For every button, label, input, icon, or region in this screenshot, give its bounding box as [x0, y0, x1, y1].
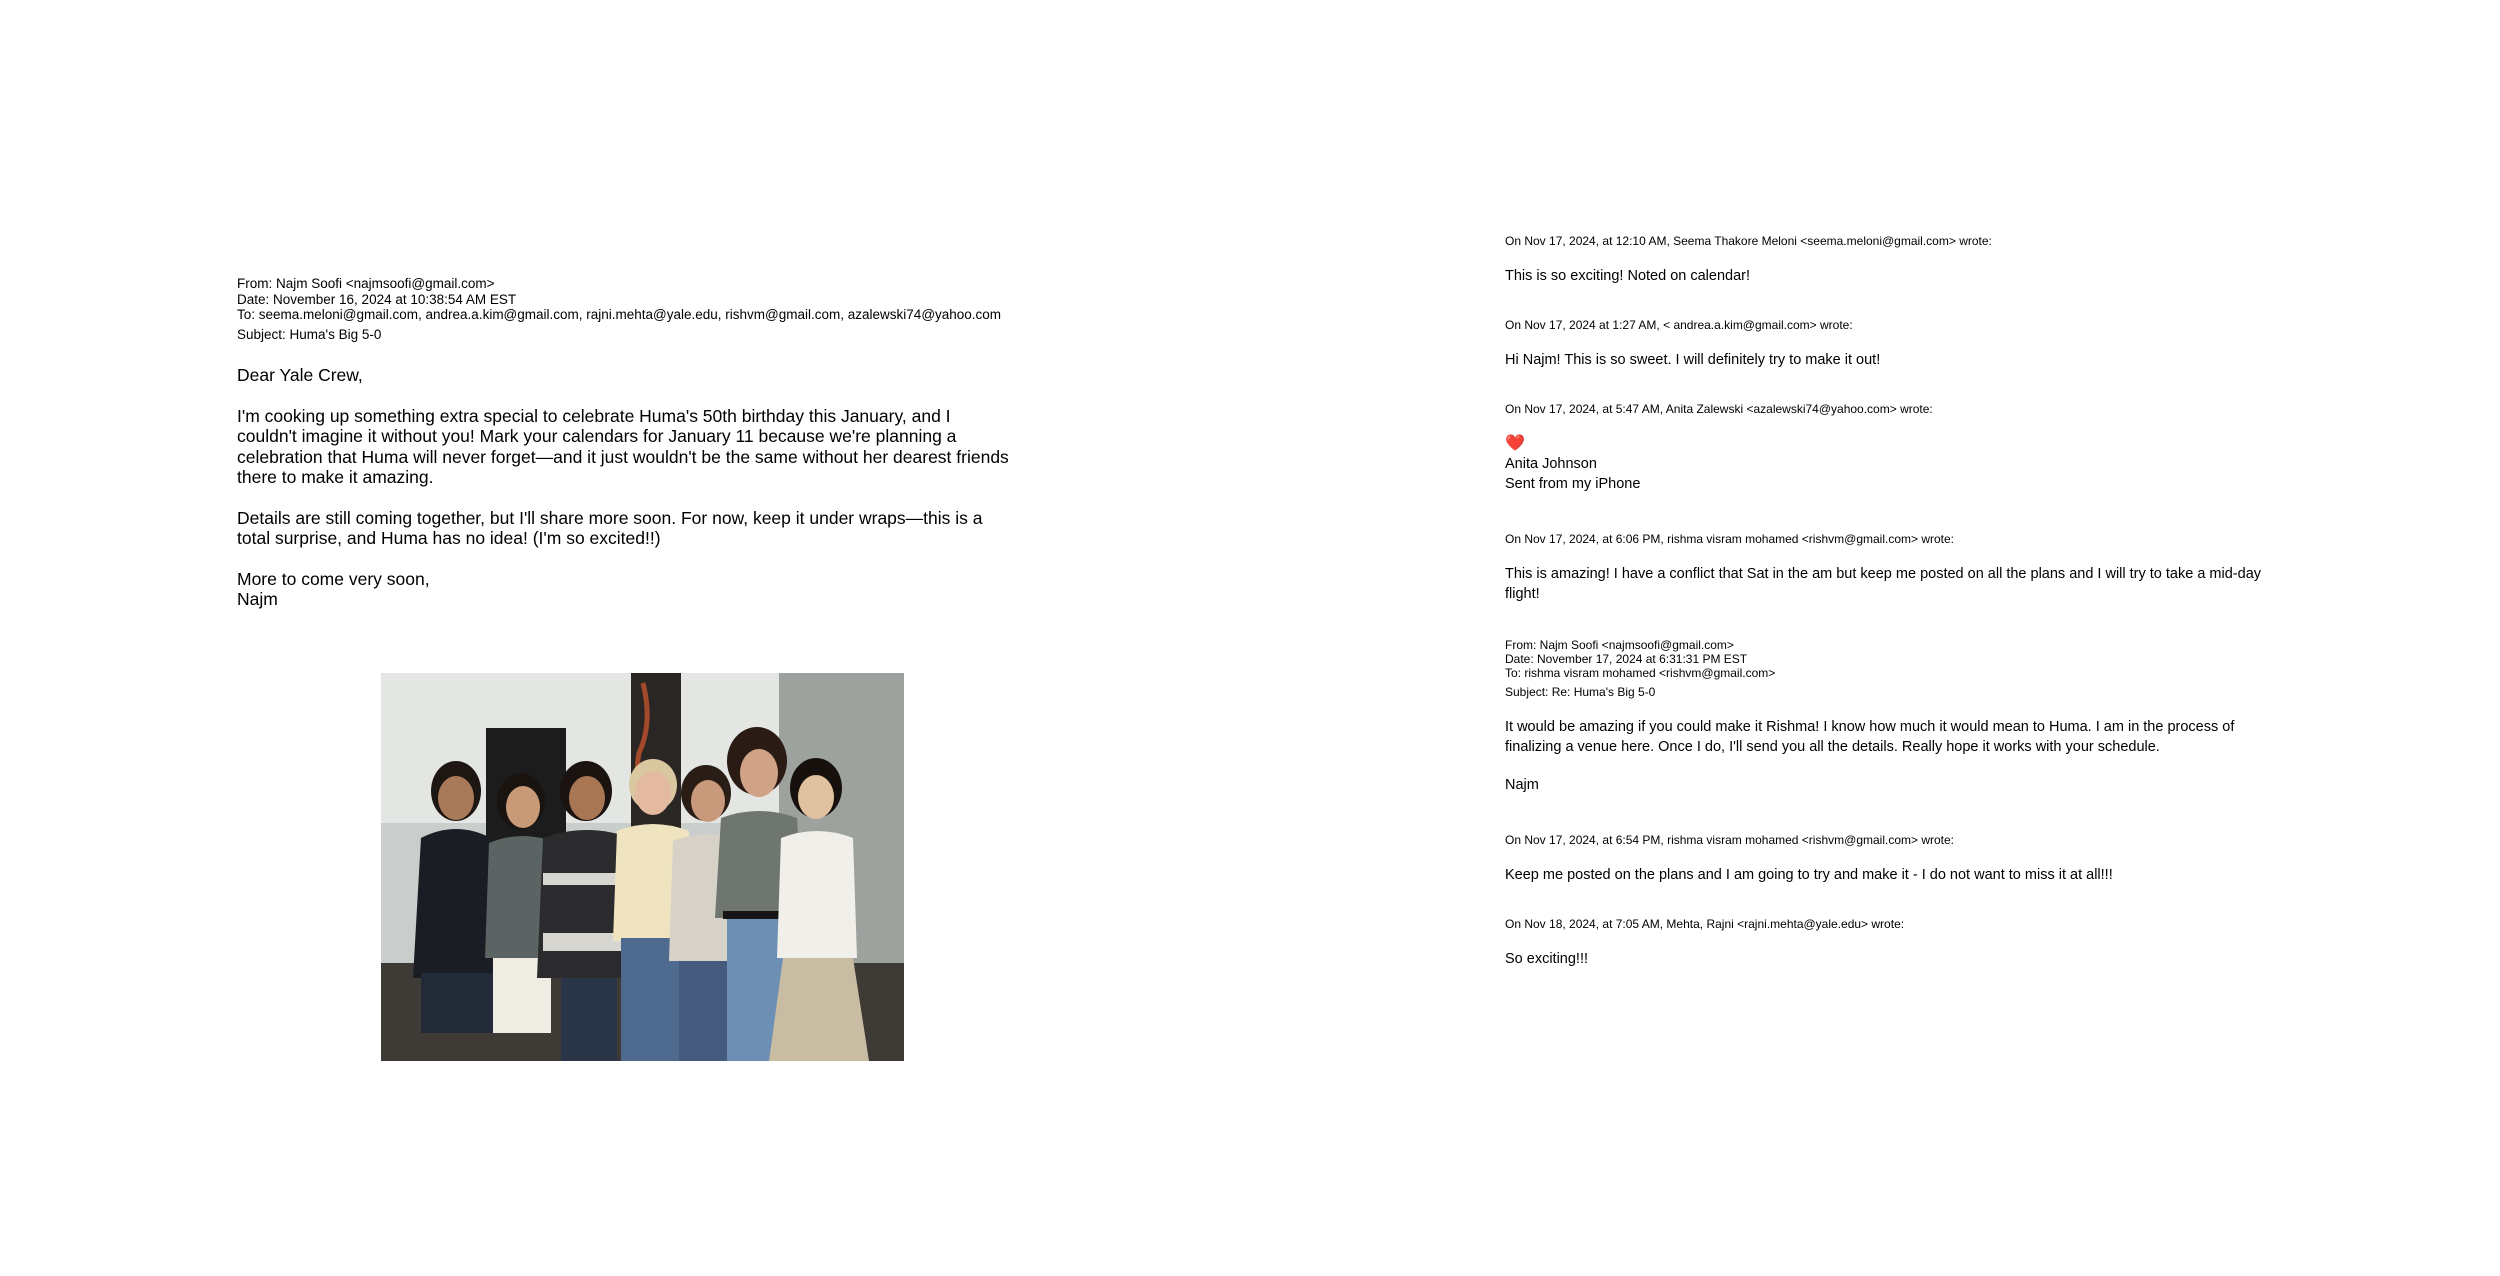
email-body: [237, 365, 1012, 610]
reply-subject: Subject: Re: Huma's Big 5-0: [1505, 685, 1656, 699]
group-photo: [381, 673, 904, 1061]
najm-reply-signature: Najm: [1505, 777, 1539, 793]
reply-from: From: Najm Soofi <najmsoofi@gmail.com>: [1505, 638, 1734, 652]
reply-attribution: On Nov 17, 2024 at 1:27 AM, < andrea.a.kim@gmail.com> wrote:: [1505, 318, 1853, 332]
reply-signature-device: Sent from my iPhone: [1505, 476, 1641, 492]
reply-attribution: On Nov 18, 2024, at 7:05 AM, Mehta, Rajni <rajni.mehta@yale.edu> wrote:: [1505, 917, 1905, 931]
email-signature: Najm: [237, 589, 278, 609]
reply-date: Date: November 17, 2024 at 6:31:31 PM EST: [1505, 652, 1748, 666]
email-greeting: Dear Yale Crew,: [237, 365, 363, 385]
reply-message: [1505, 318, 2265, 370]
reply-text: Hi Najm! This is so sweet. I will definitely try to make it out!: [1505, 352, 1881, 368]
email-subject: Subject: Huma's Big 5-0: [237, 326, 382, 342]
reply-text: Keep me posted on the plans and I am going to try and make it - I do not want to miss it at all!!!: [1505, 867, 2113, 883]
reply-message: [1505, 917, 2265, 969]
najm-reply-header: [1505, 638, 2265, 699]
reply-message: [1505, 234, 2265, 286]
heart-emoji-icon: ❤️: [1505, 435, 1525, 452]
group-photo-illustration: [381, 673, 904, 1061]
reply-attribution: On Nov 17, 2024, at 6:54 PM, rishma visram mohamed <rishvm@gmail.com> wrote:: [1505, 833, 1955, 847]
right-page: [1250, 0, 2500, 1276]
reply-to: To: rishma visram mohamed <rishvm@gmail.com>: [1505, 666, 1776, 680]
reply-attribution: On Nov 17, 2024, at 12:10 AM, Seema Thakore Meloni <seema.meloni@gmail.com> wrote:: [1505, 234, 1992, 248]
email-closing: More to come very soon,: [237, 568, 430, 589]
email-date: Date: November 16, 2024 at 10:38:54 AM EST: [237, 291, 517, 307]
email-header: [237, 276, 1001, 342]
reply-text: This is so exciting! Noted on calendar!: [1505, 268, 1751, 284]
reply-attribution: On Nov 17, 2024, at 6:06 PM, rishma visram mohamed <rishvm@gmail.com> wrote:: [1505, 532, 1955, 546]
email-paragraph-1: I'm cooking up something extra special to celebrate Huma's 50th birthday this January, and I couldn't imagine it without you! Mark your calendars for January 11 because we're planning a celebration that Huma will never forget—and it just wouldn't be the same without her dearest friends there to make it amazing.: [237, 405, 1009, 487]
reply-text: This is amazing! I have a conflict that Sat in the am but keep me posted on all the plans and I will try to take a mid-day flight!: [1505, 566, 2262, 602]
reply-message: [1505, 833, 2265, 885]
reply-message: [1505, 402, 2265, 494]
email-to: To: seema.meloni@gmail.com, andrea.a.kim@gmail.com, rajni.mehta@yale.edu, rishvm@gmail.com, azalewski74@yahoo.com: [237, 307, 1002, 322]
reply-signature-name: Anita Johnson: [1505, 456, 1597, 472]
reply-attribution: On Nov 17, 2024, at 5:47 AM, Anita Zalewski <azalewski74@yahoo.com> wrote:: [1505, 402, 1933, 416]
reply-message: [1505, 532, 2265, 604]
reply-thread: [1505, 234, 2265, 969]
email-from: From: Najm Soofi <najmsoofi@gmail.com>: [237, 276, 495, 291]
email-paragraph-2: Details are still coming together, but I'll share more soon. For now, keep it under wraps—this is a total surprise, and Huma has no idea! (I'm so excited!!): [237, 507, 983, 548]
najm-reply-text: It would be amazing if you could make it Rishma! I know how much it would mean to Huma. I am in the process of finalizing a venue here. Once I do, I'll send you all the details. Really hope it works with your schedule.: [1505, 719, 2235, 755]
reply-text: So exciting!!!: [1505, 951, 1589, 967]
